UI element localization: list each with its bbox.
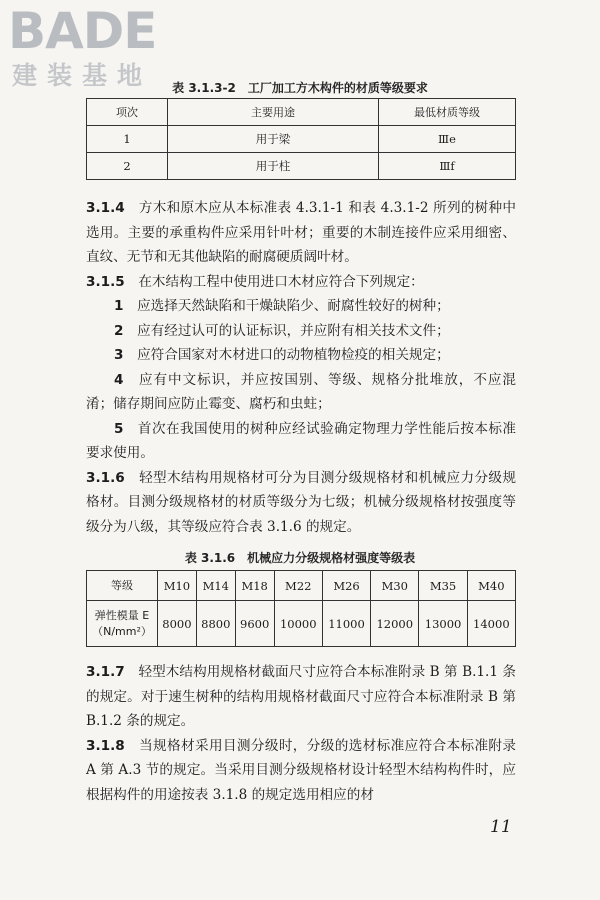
grade-cell: M30 bbox=[371, 571, 419, 601]
grade-cell: M22 bbox=[274, 571, 322, 601]
modulus-cell: 9600 bbox=[235, 601, 274, 647]
table-row bbox=[87, 571, 516, 601]
table1-header: 最低材质等级 bbox=[379, 99, 516, 126]
grade-cell: M40 bbox=[467, 571, 515, 601]
modulus-cell: 8800 bbox=[196, 601, 235, 647]
clause-number: 3.1.6 bbox=[86, 469, 125, 486]
item-number: 4 bbox=[114, 371, 124, 388]
table-row bbox=[87, 126, 516, 153]
list-item bbox=[86, 343, 516, 368]
table1-caption: 表 3.1.3-2 工厂加工方木构件的材质等级要求 bbox=[172, 81, 428, 95]
clause-3-1-8 bbox=[86, 734, 516, 808]
modulus-cell: 11000 bbox=[322, 601, 370, 647]
item-number: 3 bbox=[114, 347, 124, 363]
table1-cell: Ⅲf bbox=[379, 153, 516, 180]
grade-cell: M35 bbox=[419, 571, 467, 601]
clause-number: 3.1.8 bbox=[86, 737, 125, 754]
list-item bbox=[86, 294, 516, 319]
modulus-cell: 12000 bbox=[371, 601, 419, 647]
grade-label: 等级 bbox=[87, 571, 158, 601]
clause-3-1-4 bbox=[86, 196, 516, 270]
modulus-label-line1: 弹性模量 E bbox=[94, 608, 150, 622]
list-item bbox=[86, 368, 516, 417]
item-number: 1 bbox=[114, 298, 124, 314]
item-number: 5 bbox=[114, 420, 124, 437]
list-item bbox=[86, 417, 516, 466]
clause-3-1-5 bbox=[86, 270, 516, 295]
clause-text: 轻型木结构用规格材可分为目测分级规格材和机械应力分级规格材。目测分级规格材的材质等级分为七级；机械分级规格材按强度等级分为八级，其等级应符合表 3.1.6 的规定。 bbox=[86, 469, 517, 535]
grade-cell: M18 bbox=[235, 571, 274, 601]
modulus-cell: 13000 bbox=[419, 601, 467, 647]
item-text: 首次在我国使用的树种应经试验确定物理力学性能后按本标准要求使用。 bbox=[86, 420, 517, 461]
clause-text: 轻型木结构用规格材截面尺寸应符合本标准附录 B 第 B.1.1 条的规定。对于速生树种的结构用规格材截面尺寸应符合本标准附录 B 第 B.1.2 条的规定。 bbox=[86, 664, 517, 729]
clause-number: 3.1.4 bbox=[86, 200, 125, 216]
clause-text: 当规格材采用目测分级时，分级的选材标准应符合本标准附录 A 第 A.3 节的规定。当采用目测分级规格材设计轻型木结构构件时，应根据构件的用途按表 3.1.8 的规定选用相应的材 bbox=[86, 737, 517, 803]
clause-text: 方木和原木应从本标准表 4.3.1-1 和表 4.3.1-2 所列的树种中选用。主要的承重构件应采用针叶材；重要的木制连接件应采用细密、直纹、无节和无其他缺陷的耐腐硬质阔叶材。 bbox=[86, 200, 516, 265]
modulus-label-line2: （N/mm²） bbox=[92, 624, 152, 638]
body-text-1 bbox=[86, 196, 516, 539]
table2-caption: 表 3.1.6 机械应力分级规格材强度等级表 bbox=[184, 551, 416, 565]
item-text: 应有经过认可的认证标识，并应附有相关技术文件； bbox=[137, 322, 450, 339]
body-text-2 bbox=[86, 660, 516, 807]
logo-main-text: BADE bbox=[8, 2, 157, 60]
item-text: 应有中文标识，并应按国别、等级、规格分批堆放，不应混淆；储存期间应防止霉变、腐朽和虫蛀； bbox=[86, 371, 516, 412]
modulus-cell: 14000 bbox=[467, 601, 515, 647]
item-number: 2 bbox=[114, 322, 124, 339]
clause-number: 3.1.5 bbox=[86, 273, 125, 290]
modulus-cell: 10000 bbox=[274, 601, 322, 647]
clause-3-1-7 bbox=[86, 660, 516, 734]
grade-cell: M14 bbox=[196, 571, 235, 601]
table-row bbox=[87, 601, 516, 647]
modulus-cell: 8000 bbox=[158, 601, 197, 647]
table1-cell: 用于梁 bbox=[168, 126, 379, 153]
grade-cell: M10 bbox=[158, 571, 197, 601]
table1-cell: 2 bbox=[87, 153, 168, 180]
modulus-label bbox=[87, 601, 158, 647]
table-mechanical-grade bbox=[86, 570, 516, 647]
clause-3-1-6 bbox=[86, 466, 516, 540]
item-text: 应符合国家对木材进口的动物植物检疫的相关规定； bbox=[137, 347, 450, 363]
clause-number: 3.1.7 bbox=[86, 664, 125, 680]
table-material-grade bbox=[86, 98, 516, 180]
table1-cell: Ⅲe bbox=[379, 126, 516, 153]
list-item bbox=[86, 319, 516, 344]
item-text: 应选择天然缺陷和干燥缺陷少、耐腐性较好的树种； bbox=[137, 298, 450, 314]
table1-cell: 用于柱 bbox=[168, 153, 379, 180]
table-row bbox=[87, 153, 516, 180]
table1-header: 主要用途 bbox=[168, 99, 379, 126]
clause-text: 在木结构工程中使用进口木材应符合下列规定： bbox=[138, 273, 424, 290]
table1-header: 项次 bbox=[87, 99, 168, 126]
table1-cell: 1 bbox=[87, 126, 168, 153]
logo-sub-text: 建装基地 bbox=[12, 61, 153, 90]
page-number: 11 bbox=[490, 817, 512, 837]
grade-cell: M26 bbox=[322, 571, 370, 601]
